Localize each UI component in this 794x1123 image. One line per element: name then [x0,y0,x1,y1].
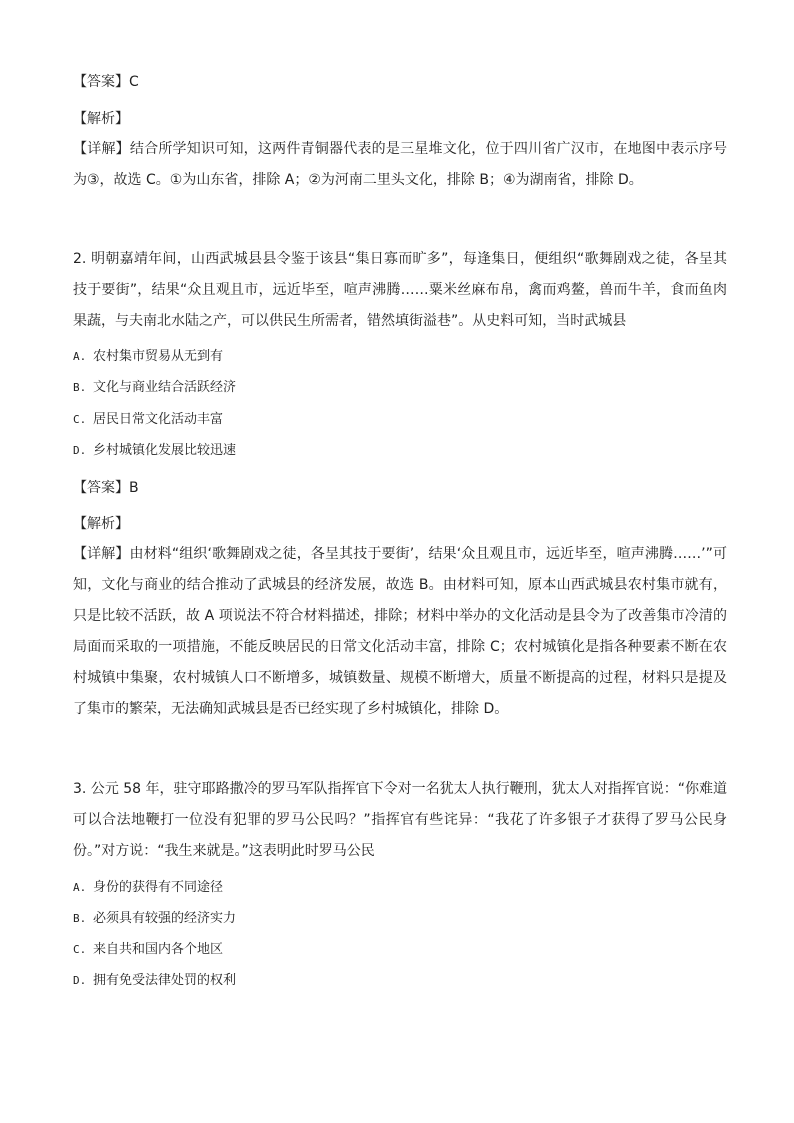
option-text: 必须具有较强的经济实力 [93,911,237,926]
option-label: D. [73,444,87,457]
answer-value: C [129,74,139,90]
question-3-option-c [73,940,223,960]
question-3-stem: 3. 公元 58 年，驻守耶路撒冷的罗马军队指挥官下令对一名犹太人执行鞭刑，犹太人对指挥官说：“你难道可以合法地鞭打一位没有犯罪的罗马公民吗？”指挥官有些诧异：“我花了许多银子才获得了罗马公民身份。”对方说：“我生来就是。”这表明此时罗马公民 [73,781,727,859]
option-label: D. [73,974,87,987]
question-3-option-a [73,878,223,898]
option-label: C. [73,943,87,956]
question-2-option-d [73,441,236,461]
analysis-label-2: 【解析】 [73,516,129,532]
answer-line-2 [73,478,139,498]
answer-label: 【答案】 [73,74,129,90]
option-label: A. [73,881,87,894]
option-text: 来自共和国内各个地区 [93,942,224,957]
question-3-option-b [73,909,236,929]
option-label: C. [73,413,87,426]
question-2-option-a [73,347,223,367]
detail-paragraph-2: 【详解】由材料“组织‘歌舞剧戏之徒，各呈其技于要街’，结果‘众且观且市，远近毕至，喧声沸腾……’”可知，文化与商业的结合推动了武城县的经济发展，故选 B。由材料可知，原本山西武城县农村集市就有，只是比较不活跃，故 A 项说法不符合材料描述，排除；材料中举办的文化活动是县令为了改善集市冷清的局面而采取的一项措施，不能反映居民的日常文化活动丰富，排除 C；农村城镇化是指各种要素不断在农村城镇中集聚，农村城镇人口不断增多，城镇数量、规模不断增大，质量不断提高的过程，材料只是提及了集市的繁荣，无法确知武城县是否已经实现了乡村城镇化，排除 D。 [73,546,727,717]
option-text: 居民日常文化活动丰富 [93,412,224,427]
detail-paragraph-1: 【详解】结合所学知识可知，这两件青铜器代表的是三星堆文化，位于四川省广汉市，在地图中表示序号为③，故选 C。①为山东省，排除 A；②为河南二里头文化，排除 B；④为湖南省，排除 D。 [73,141,727,188]
answer-value: B [129,480,139,496]
question-2-stem: 2. 明朝嘉靖年间，山西武城县县令鉴于该县“集日寡而旷多”，每逢集日，便组织“歌舞剧戏之徒，各呈其技于要街”，结果“众且观且市，远近毕至，喧声沸腾……粟米丝麻布帛，禽而鸡鳌，兽而牛羊，食而鱼肉果蔬，与夫南北水陆之产，可以供民生所需者，错然填街溢巷”。从史料可知，当时武城县 [73,251,727,329]
option-text: 乡村城镇化发展比较迅速 [93,443,237,458]
option-text: 文化与商业结合活跃经济 [93,380,237,395]
analysis-label-1: 【解析】 [73,111,129,127]
question-3-option-d [73,971,236,991]
option-label: B. [73,912,87,925]
answer-label: 【答案】 [73,480,129,496]
option-text: 拥有免受法律处罚的权利 [93,973,237,988]
option-text: 身份的获得有不同途径 [93,880,224,895]
option-label: B. [73,381,87,394]
answer-line-1 [73,72,139,92]
question-2-option-b [73,378,236,398]
question-2-option-c [73,410,223,430]
option-text: 农村集市贸易从无到有 [93,349,224,364]
option-label: A. [73,350,87,363]
